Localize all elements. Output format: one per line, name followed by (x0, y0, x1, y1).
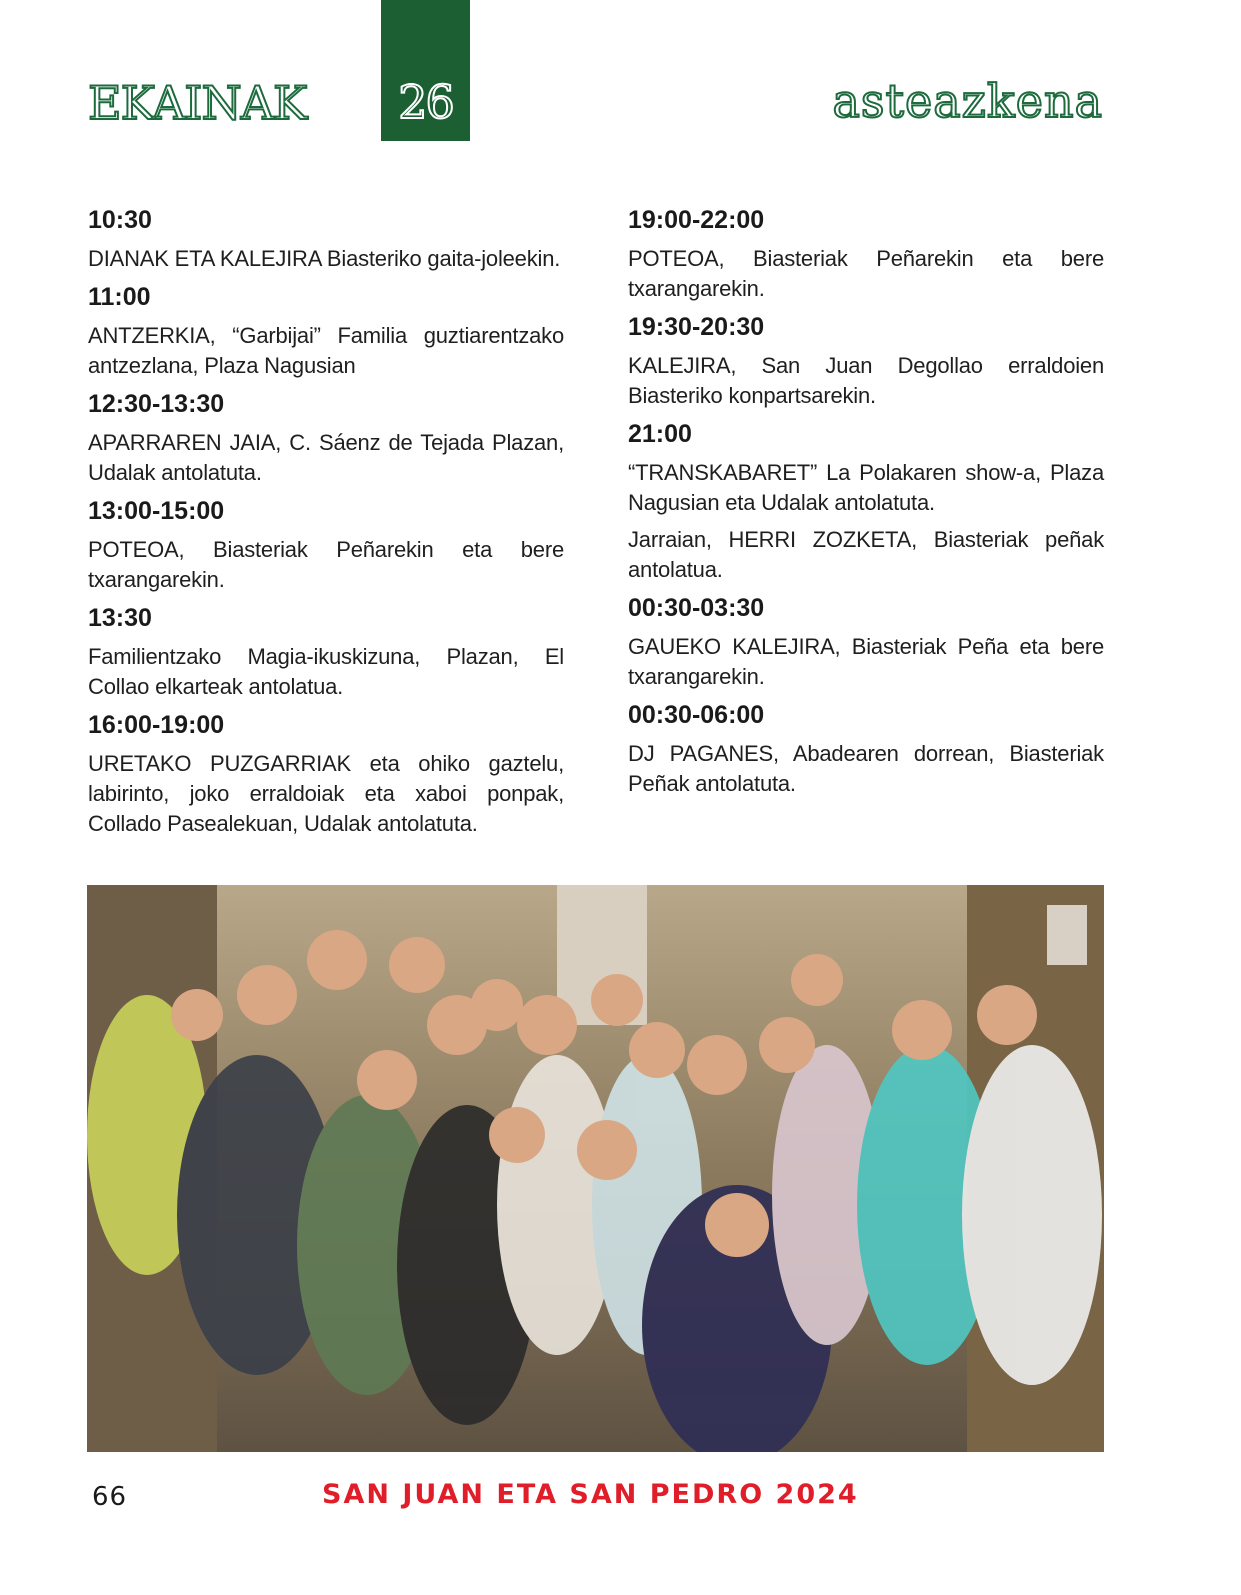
schedule-left-column (88, 204, 564, 846)
event-time: 16:00-19:00 (88, 711, 225, 739)
event-time: 13:00-15:00 (88, 497, 225, 525)
group-photo (87, 885, 1104, 1452)
event-time: 19:30-20:30 (628, 313, 765, 341)
weekday-title: asteazkena (832, 74, 1103, 128)
event-description: Familientzako Magia-ikuskizuna, Plazan, El Collao elkarteak antolatua. (88, 644, 564, 699)
event-time: 12:30-13:30 (88, 390, 225, 418)
event-time: 00:30-06:00 (628, 701, 765, 729)
event-description: Jarraian, HERRI ZOZKETA, Biasteriak peñak antolatua. (628, 527, 1104, 582)
event-time: 00:30-03:30 (628, 594, 765, 622)
schedule-right-column (628, 204, 1104, 806)
event-time: 13:30 (88, 604, 152, 632)
event-time: 10:30 (88, 206, 152, 234)
event-description: POTEOA, Biasteriak Peñarekin eta bere txarangarekin. (88, 537, 564, 592)
event-time: 19:00-22:00 (628, 206, 765, 234)
event-description: ANTZERKIA, “Garbijai” Familia guztiarentzako antzezlana, Plaza Nagusian (88, 323, 564, 378)
page-number: 66 (92, 1482, 128, 1512)
footer-title: SAN JUAN ETA SAN PEDRO 2024 (322, 1479, 859, 1510)
month-title: EKAINAK (88, 76, 307, 130)
event-description: DJ PAGANES, Abadearen dorrean, Biasteriak Peñak antolatuta. (628, 741, 1104, 796)
day-box (381, 0, 470, 141)
event-time: 11:00 (88, 283, 151, 311)
event-description: “TRANSKABARET” La Polakaren show-a, Plaza Nagusian eta Udalak antolatuta. (628, 460, 1104, 515)
event-time: 21:00 (628, 420, 692, 448)
event-description: KALEJIRA, San Juan Degollao erraldoien Biasteriko konpartsarekin. (628, 353, 1104, 408)
event-description: POTEOA, Biasteriak Peñarekin eta bere txarangarekin. (628, 246, 1104, 301)
event-description: APARRAREN JAIA, C. Sáenz de Tejada Plazan, Udalak antolatuta. (88, 430, 564, 485)
event-description: URETAKO PUZGARRIAK eta ohiko gaztelu, labirinto, joko erraldoiak eta xaboi ponpak, Collado Pasealekuan, Udalak antolatuta. (88, 751, 564, 836)
event-description: GAUEKO KALEJIRA, Biasteriak Peña eta bere txarangarekin. (628, 634, 1104, 689)
event-description: DIANAK ETA KALEJIRA Biasteriko gaita-joleekin. (88, 246, 561, 271)
day-number: 26 (398, 75, 453, 129)
